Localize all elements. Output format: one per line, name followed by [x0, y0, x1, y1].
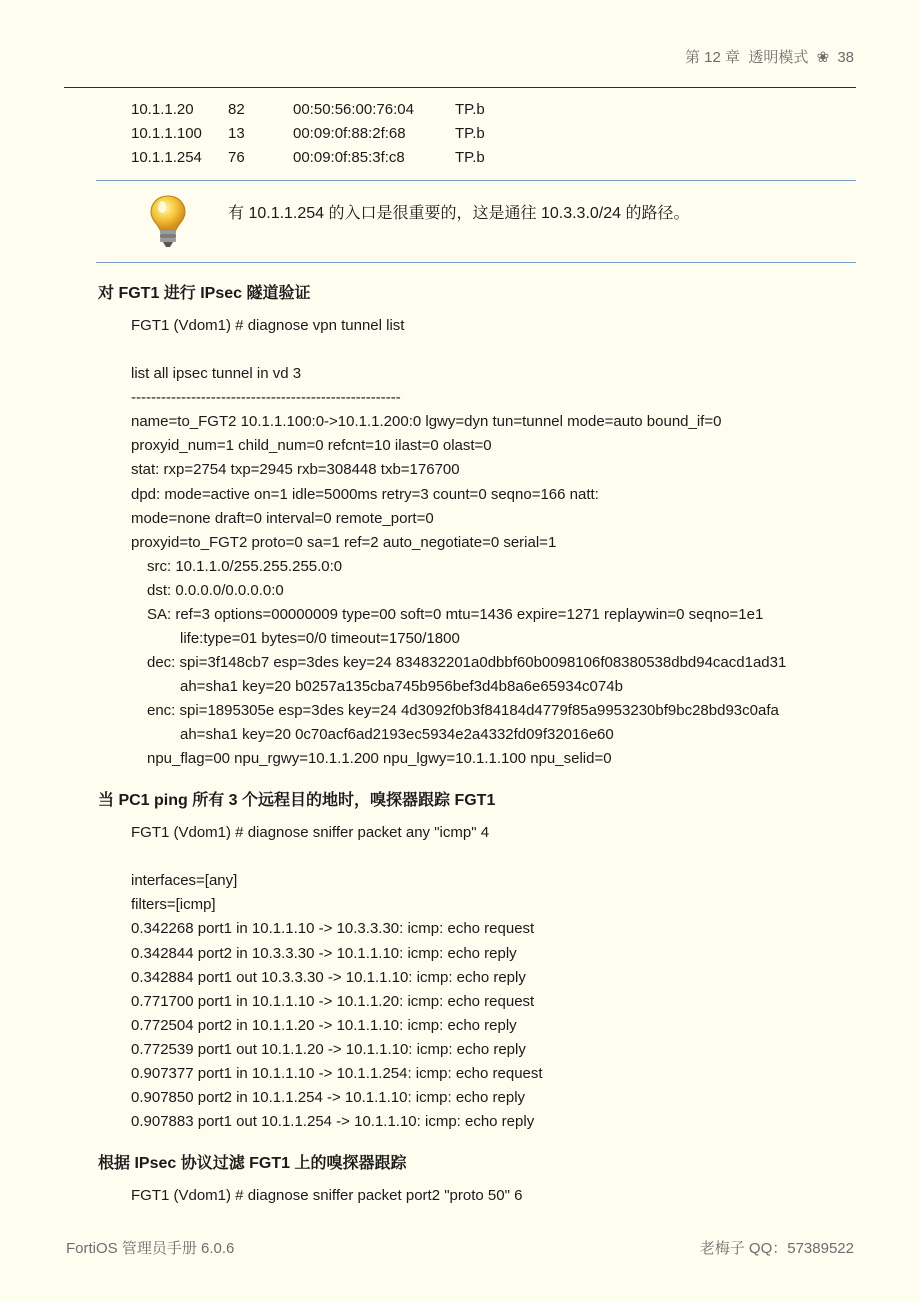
code-line: 0.907883 port1 out 10.1.1.254 -> 10.1.1.10: icmp: echo reply	[131, 1113, 535, 1130]
lightbulb-icon	[148, 194, 188, 250]
note-bottom-rule	[96, 262, 856, 263]
code-line: npu_flag=00 npu_rgwy=10.1.1.200 npu_lgwy=10.1.1.100 npu_selid=0	[147, 750, 612, 767]
code-line: enc: spi=1895305e esp=3des key=24 4d3092f0b3f84184d4779f85a9953230bf9bc28bd93c0afa	[147, 702, 779, 719]
note-text: 有 10.1.1.254 的入口是很重要的，这是通往 10.3.3.0/24 的路径。	[228, 205, 690, 222]
ip-cell: 10.1.1.20	[131, 101, 194, 118]
code-line: FGT1 (Vdom1) # diagnose sniffer packet port2 "proto 50" 6	[131, 1187, 523, 1204]
code-line: dpd: mode=active on=1 idle=5000ms retry=3 count=0 seqno=166 natt:	[131, 486, 599, 503]
code-line: name=to_FGT2 10.1.1.100:0->10.1.1.200:0 lgwy=dyn tun=tunnel mode=auto bound_if=0	[131, 413, 722, 430]
code-line: SA: ref=3 options=00000009 type=00 soft=0 mtu=1436 expire=1271 replaywin=0 seqno=1e1	[147, 606, 764, 623]
note-top-rule	[96, 180, 856, 181]
table-row	[131, 146, 485, 170]
code-line: 0.342884 port1 out 10.3.3.30 -> 10.1.1.10: icmp: echo reply	[131, 969, 526, 986]
page-number: 38	[837, 49, 854, 66]
code-line: 0.772504 port2 in 10.1.1.20 -> 10.1.1.10: icmp: echo reply	[131, 1017, 517, 1034]
code-line: proxyid=to_FGT2 proto=0 sa=1 ref=2 auto_negotiate=0 serial=1	[131, 534, 557, 551]
code-line: ------------------------------------------------------	[131, 389, 401, 406]
ip-cell: 10.1.1.100	[131, 125, 202, 142]
section-heading: 根据 IPsec 协议过滤 FGT1 上的嗅探器跟踪	[98, 1155, 407, 1172]
code-line: dst: 0.0.0.0/0.0.0.0:0	[147, 582, 284, 599]
code-line: FGT1 (Vdom1) # diagnose sniffer packet any "icmp" 4	[131, 824, 490, 841]
code-line: life:type=01 bytes=0/0 timeout=1750/1800	[180, 630, 460, 647]
footer-right: 老梅子 QQ：57389522	[699, 1240, 854, 1257]
section-heading: 当 PC1 ping 所有 3 个远程目的地时，嗅探器跟踪 FGT1	[98, 792, 496, 809]
code-line: 0.342844 port2 in 10.3.3.30 -> 10.1.1.10: icmp: echo reply	[131, 945, 517, 962]
iface-cell: TP.b	[455, 101, 485, 118]
code-line: proxyid_num=1 child_num=0 refcnt=10 ilast=0 olast=0	[131, 437, 492, 454]
code-line: list all ipsec tunnel in vd 3	[131, 365, 302, 382]
flower-icon: ❀	[816, 49, 830, 66]
chapter-label: 第 12 章	[685, 49, 741, 66]
code-line: filters=[icmp]	[131, 896, 216, 913]
code-line: mode=none draft=0 interval=0 remote_port=0	[131, 510, 434, 527]
code-line: interfaces=[any]	[131, 872, 238, 889]
iface-cell: TP.b	[455, 125, 485, 142]
code-line: src: 10.1.1.0/255.255.255.0:0	[147, 558, 343, 575]
age-cell: 13	[228, 125, 245, 142]
code-line: ah=sha1 key=20 b0257a135cba745b956bef3d4b8a6e65934c074b	[180, 678, 623, 695]
ip-cell: 10.1.1.254	[131, 149, 202, 166]
code-line: ah=sha1 key=20 0c70acf6ad2193ec5934e2a4332fd09f32016e60	[180, 726, 614, 743]
arp-table	[131, 98, 485, 170]
code-line: 0.772539 port1 out 10.1.1.20 -> 10.1.1.10: icmp: echo reply	[131, 1041, 526, 1058]
table-row	[131, 98, 485, 122]
chapter-title: 透明模式	[748, 49, 809, 66]
age-cell: 82	[228, 101, 245, 118]
code-line: 0.907850 port2 in 10.1.1.254 -> 10.1.1.10: icmp: echo reply	[131, 1089, 526, 1106]
code-line: 0.907377 port1 in 10.1.1.10 -> 10.1.1.254: icmp: echo request	[131, 1065, 543, 1082]
code-line: stat: rxp=2754 txp=2945 rxb=308448 txb=176700	[131, 461, 460, 478]
mac-cell: 00:09:0f:85:3f:c8	[293, 149, 405, 166]
age-cell: 76	[228, 149, 245, 166]
section-heading: 对 FGT1 进行 IPsec 隧道验证	[98, 285, 311, 302]
mac-cell: 00:50:56:00:76:04	[293, 101, 414, 118]
header-divider	[64, 87, 856, 88]
iface-cell: TP.b	[455, 149, 485, 166]
code-line: 0.771700 port1 in 10.1.1.10 -> 10.1.1.20: icmp: echo request	[131, 993, 535, 1010]
code-line: 0.342268 port1 in 10.1.1.10 -> 10.3.3.30: icmp: echo request	[131, 920, 535, 937]
mac-cell: 00:09:0f:88:2f:68	[293, 125, 406, 142]
code-line: dec: spi=3f148cb7 esp=3des key=24 834832201a0dbbf60b0098106f08380538dbd94cacd1ad31	[147, 654, 787, 671]
page-header	[685, 46, 854, 67]
table-row	[131, 122, 485, 146]
footer-left: FortiOS 管理员手册 6.0.6	[66, 1240, 235, 1257]
code-line: FGT1 (Vdom1) # diagnose vpn tunnel list	[131, 317, 405, 334]
